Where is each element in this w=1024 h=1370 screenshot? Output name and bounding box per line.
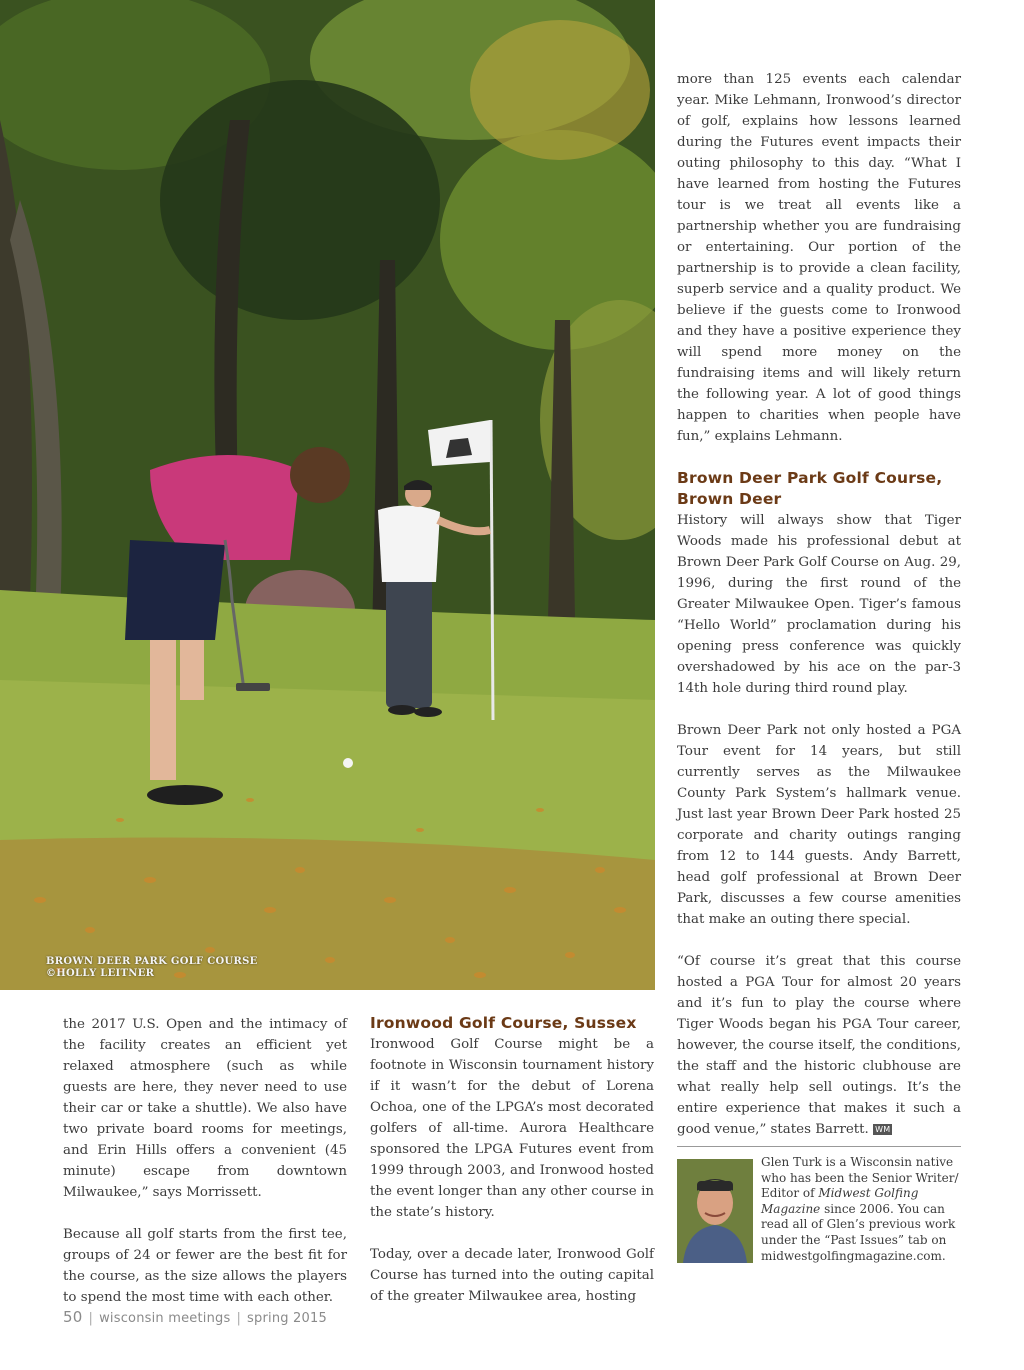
publication-name: wisconsin meetings <box>99 1311 231 1326</box>
bio-text-end: since 2006. You can read all of Glen’s previous work under the “Past Issues” tab on midwestgolfingmagazine.com. <box>761 1201 956 1263</box>
left-paragraph-1: the 2017 U.S. Open and the intimacy of the facility creates an efficient yet relaxed atmosphere (such as while guests are here, they never need to use their car or take a shuttle). We also have two private board rooms for meetings, and Erin Hills offers a convenient (45 minute) escape from downtown Milwaukee,” says Morrissett. <box>63 1017 347 1200</box>
bio-divider <box>677 1146 961 1147</box>
section-heading-brown-deer: Brown Deer Park Golf Course, Brown Deer <box>677 469 943 508</box>
left-paragraph-2: Because all golf starts from the first tee, groups of 24 or fewer are the best fit for the course, as the size allows the players to spend the most time with each other. <box>63 1227 347 1305</box>
right-column <box>677 69 961 1161</box>
photo-credit: ©HOLLY LEITNER <box>46 968 155 979</box>
right-paragraph-1: more than 125 events each calendar year. Mike Lehmann, Ironwood’s director of golf, explains how lessons learned during the Futures event impacts their outing philosophy to this day. “What I have learned from hosting the Futures tour is we treat all events like a partnership whether you are fundraising or entertaining. Our portion of the partnership is to provide a clean facility, superb service and a quality product. We believe if the guests come to Ironwood and they have a positive experience they will spend more money on the fundraising items and will likely return the following year. A lot of good things happen to charities when people have fun,” explains Lehmann. <box>677 72 961 444</box>
left-column <box>63 1014 347 1329</box>
middle-paragraph-2: Today, over a decade later, Ironwood Golf Course has turned into the outing capital of the greater Milwaukee area, hosting <box>370 1247 654 1304</box>
section-heading-ironwood: Ironwood Golf Course, Sussex <box>370 1014 637 1032</box>
author-bio <box>761 1155 966 1264</box>
bio-magazine-title: Midwest Golfing Magazine <box>761 1186 919 1216</box>
author-portrait-illustration <box>677 1159 753 1263</box>
right-paragraph-3: Brown Deer Park not only hosted a PGA Tour event for 14 years, but still currently serves as the Milwaukee County Park System’s hallmark venue. Just last year Brown Deer Park hosted 25 corporate and charity outings ranging from 12 to 144 guests. Andy Barrett, head golf professional at Brown Deer Park, discusses a few course amenities that make an outing there special. <box>677 723 961 927</box>
photo-caption <box>46 956 366 980</box>
bio-text-start: Glen Turk is a Wisconsin native who has been the Senior Writer/ Editor of <box>761 1155 959 1201</box>
footer-separator: | <box>88 1311 94 1326</box>
page-footer <box>63 1308 327 1326</box>
issue-label: spring 2015 <box>247 1311 327 1326</box>
golf-scene-illustration <box>0 0 655 990</box>
page-number: 50 <box>63 1308 83 1326</box>
golf-course-photo <box>0 0 655 990</box>
photo-caption-title: BROWN DEER PARK GOLF COURSE <box>46 956 258 967</box>
right-paragraph-4-text: “Of course it’s great that this course hosted a PGA Tour for almost 20 years and it’s fun to play the course where Tiger Woods began his PGA Tour career, however, the course itself, the conditions, the staff and the historic clubhouse are what really help sell outings. It’s the entire experience that makes it such a good venue,” states Barrett. <box>677 954 961 1137</box>
footer-separator: | <box>236 1311 242 1326</box>
right-paragraph-2: History will always show that Tiger Woods made his professional debut at Brown Deer Park Golf Course on Aug. 29, 1996, during the first round of the Greater Milwaukee Open. Tiger’s famous “Hello World” proclamation during his opening press conference was quickly overshadowed by his ace on the par-3 14th hole during third round play. <box>677 513 961 696</box>
end-mark-badge: WM <box>875 1125 891 1134</box>
right-paragraph-4 <box>677 951 961 1140</box>
middle-paragraph-1: Ironwood Golf Course might be a footnote in Wisconsin tournament history if it wasn’t for the debut of Lorena Ochoa, one of the LPGA’s most decorated golfers of all-time. Aurora Healthcare sponsored the LPGA Futures event from 1999 through 2003, and Ironwood hosted the event longer than any other course in the state’s history. <box>370 1037 654 1220</box>
author-photo <box>677 1159 753 1263</box>
middle-column <box>370 1013 654 1328</box>
